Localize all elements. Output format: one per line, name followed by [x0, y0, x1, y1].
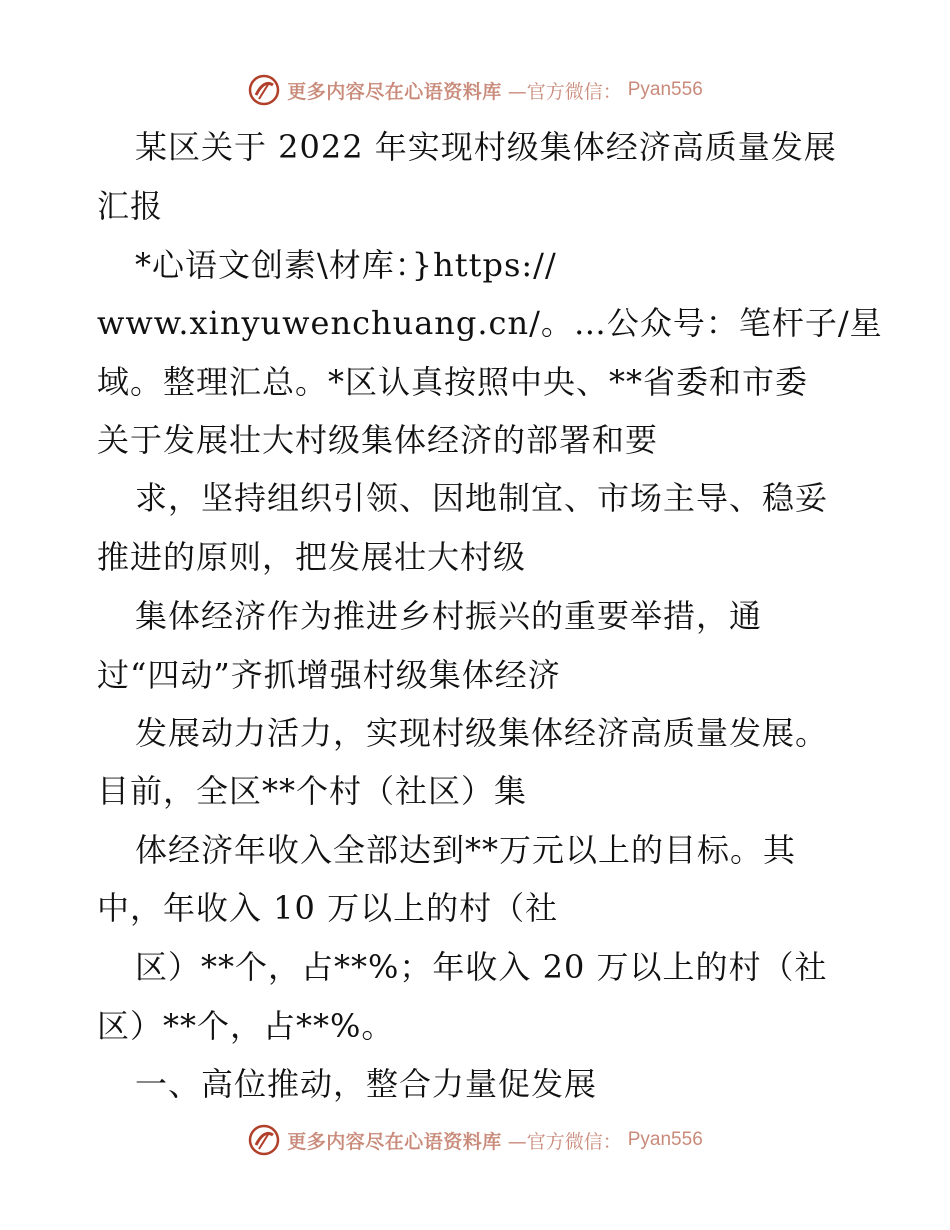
title-line-1: 某区关于 2022 年实现村级集体经济高质量发展 — [135, 128, 837, 166]
watermark-separator: —官方微信： — [507, 80, 622, 103]
paragraph-line: www.xinyuwenchuang.cn/。…公众号：笔杆子/星 — [97, 304, 883, 342]
watermark-text: 更多内容尽在心语资料库 — [287, 80, 502, 103]
paragraph-line: 目前，全区**个村（社区）集 — [97, 772, 528, 810]
paragraph-line: 过“四动”齐抓增强村级集体经济 — [97, 656, 561, 694]
title-line-2: 汇报 — [97, 187, 164, 225]
watermark-id: Pyan556 — [627, 79, 703, 100]
paragraph-line: 中，年收入 10 万以上的村（社 — [97, 889, 559, 927]
watermark-text: 更多内容尽在心语资料库 — [287, 1130, 502, 1153]
watermark-id: Pyan556 — [627, 1129, 703, 1150]
paragraph-line: 区）**个，占**%；年收入 20 万以上的村（社 — [135, 948, 828, 986]
paragraph-line: 发展动力活力，实现村级集体经济高质量发展。 — [135, 714, 829, 752]
paragraph-line: 区）**个，占**%。 — [97, 1007, 395, 1045]
logo-icon — [247, 1123, 281, 1157]
paragraph-line: 求，坚持组织引领、因地制宜、市场主导、稳妥 — [135, 479, 829, 517]
watermark-separator: —官方微信： — [507, 1130, 622, 1153]
paragraph-line: 关于发展壮大村级集体经济的部署和要 — [97, 421, 659, 459]
paragraph-line: 推进的原则，把发展壮大村级 — [97, 538, 527, 576]
paragraph-line: 体经济年收入全部达到**万元以上的目标。其 — [135, 831, 797, 869]
paragraph-line: 域。整理汇总。*区认真按照中央、**省委和市委 — [97, 363, 809, 401]
watermark-footer — [0, 1122, 950, 1158]
paragraph-line: 集体经济作为推进乡村振兴的重要举措，通 — [135, 597, 763, 635]
section-heading: 一、高位推动，整合力量促发展 — [135, 1065, 598, 1103]
paragraph-line: *心语文创素\材库：}https:// — [135, 246, 557, 284]
